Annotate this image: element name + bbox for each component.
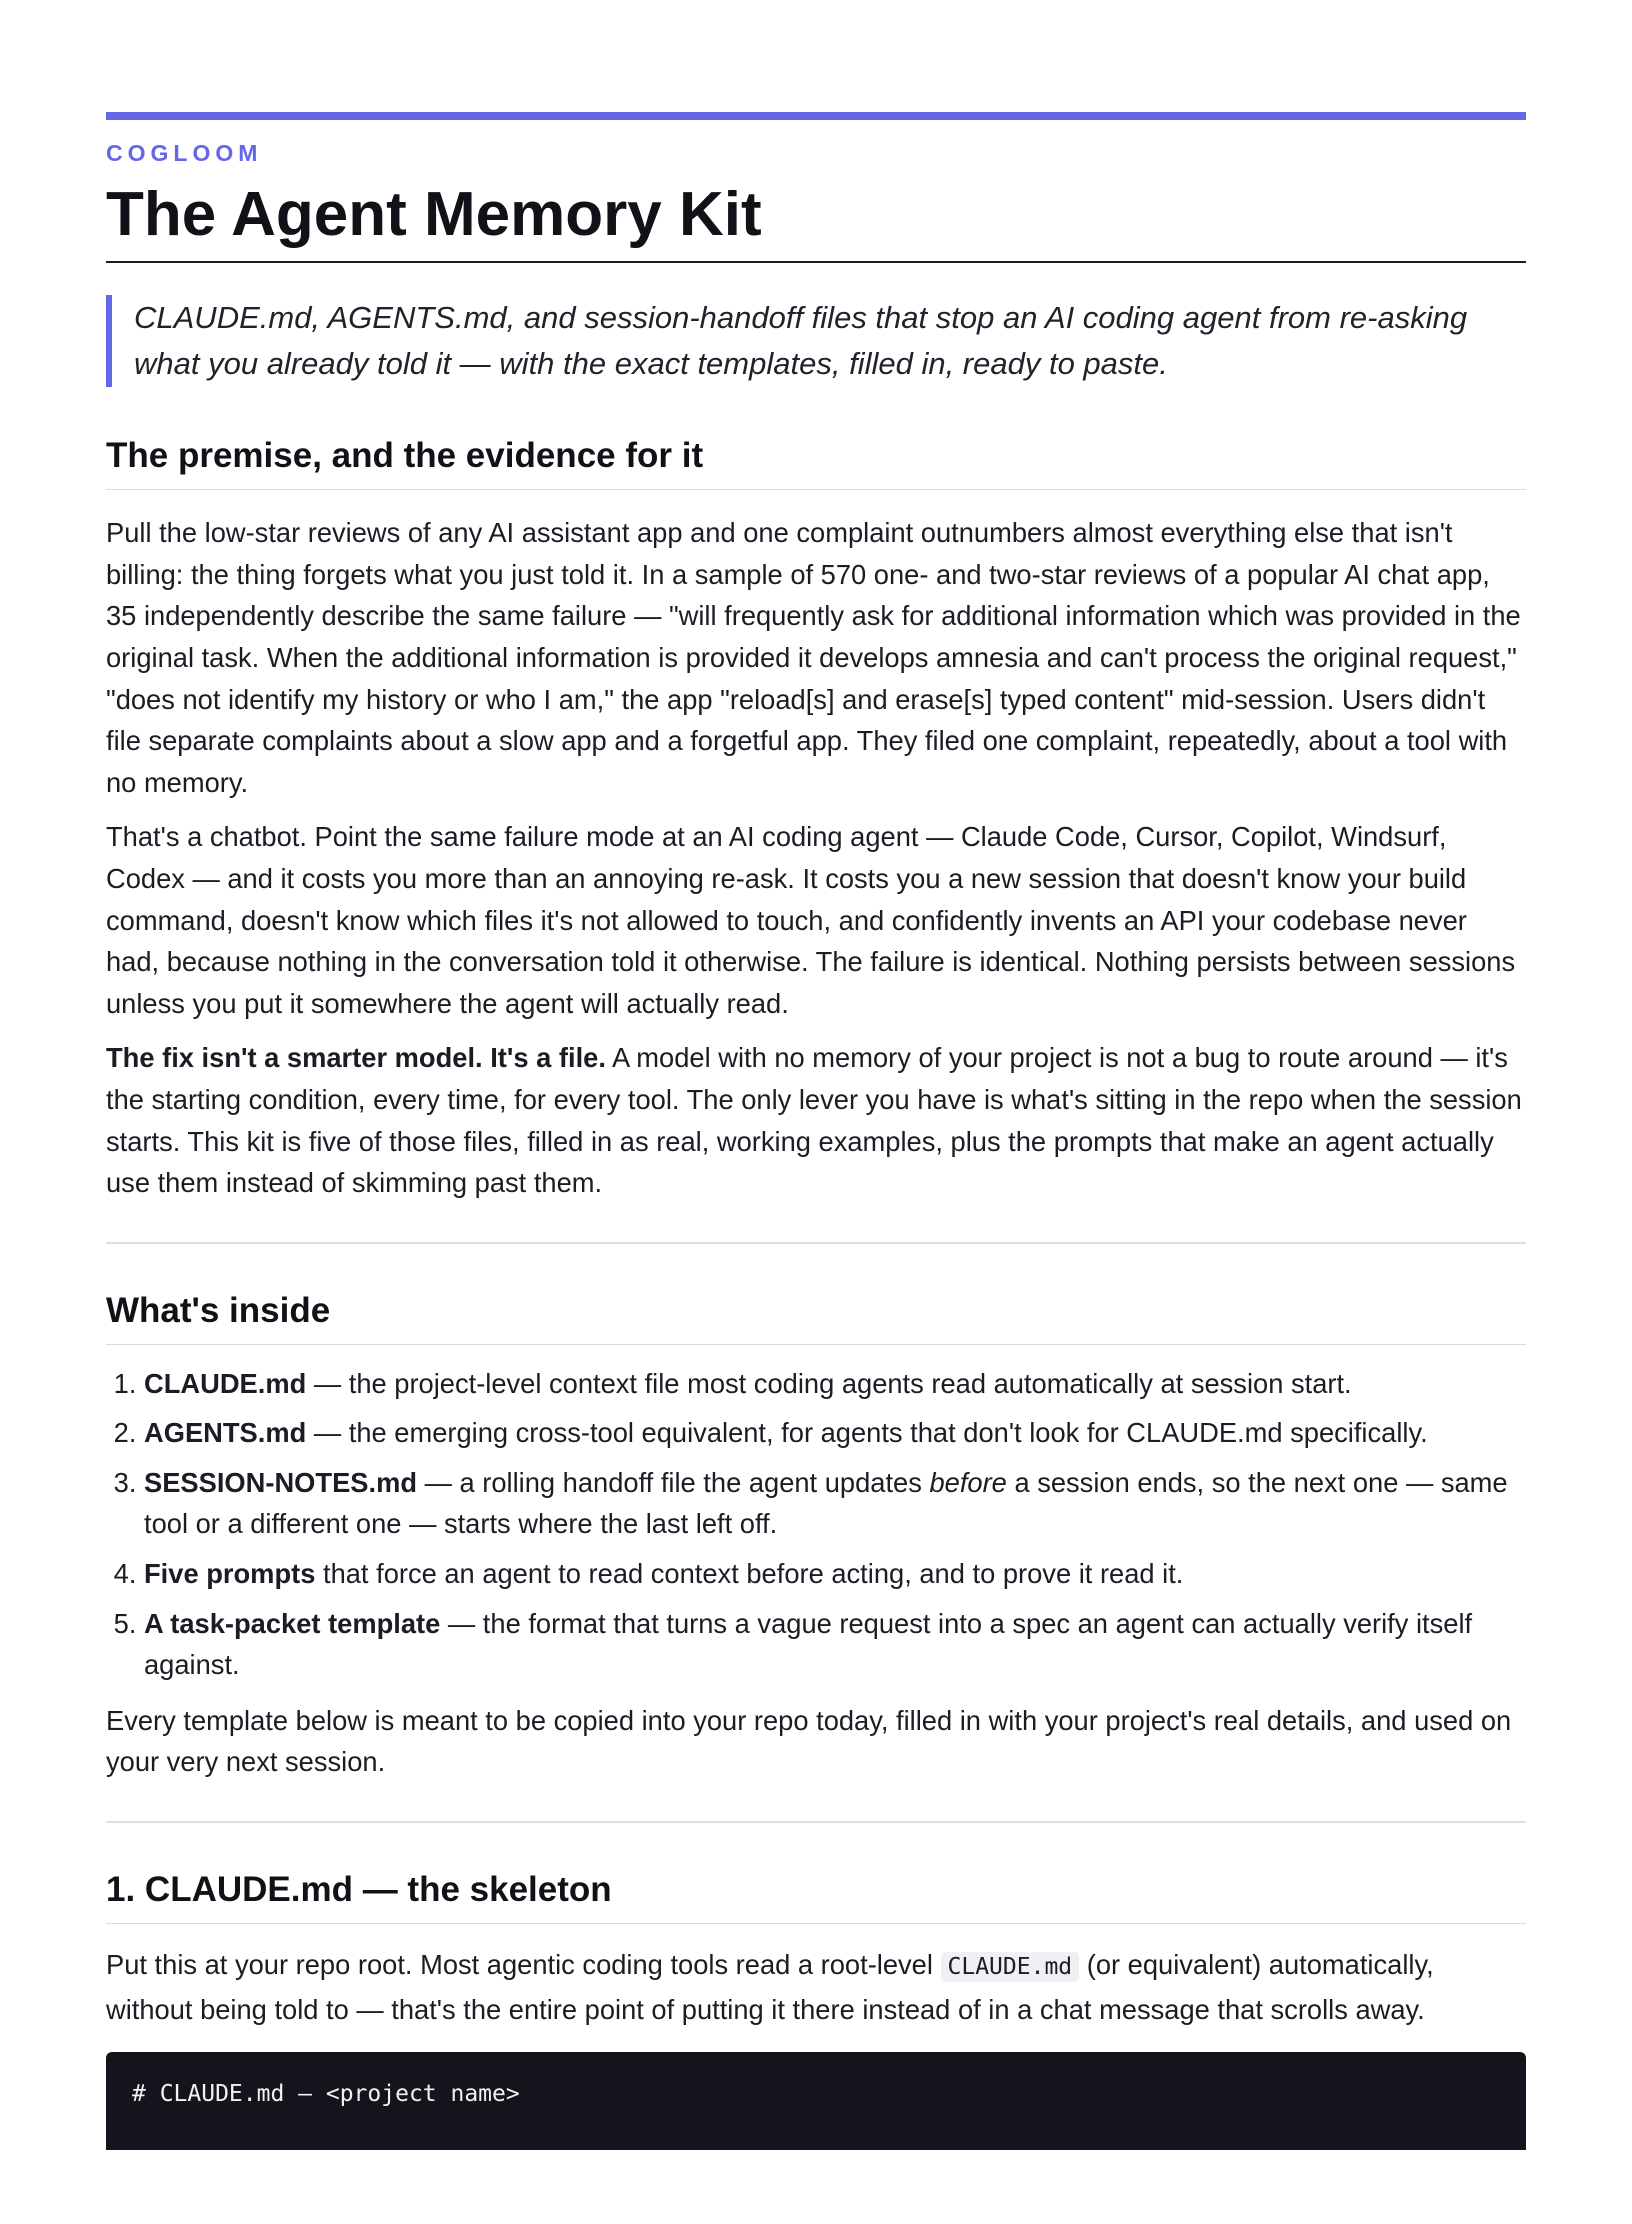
section-whats-inside — [106, 1290, 1526, 1783]
claude-intro-text: (or equivalent) automatically, without being told to — that's the entire point of putting it there instead of in a chat message that scrolls away. — [106, 1949, 1434, 2025]
list-item-title: Five prompts — [144, 1558, 316, 1590]
claude-heading: 1. CLAUDE.md — the skeleton — [106, 1869, 1526, 1924]
list-item-emphasis: before — [929, 1466, 1007, 1498]
inside-heading: What's inside — [106, 1290, 1526, 1345]
brand-label: COGLOOM — [106, 140, 263, 166]
list-item — [144, 1363, 1526, 1405]
claude-intro-paragraph — [106, 1944, 1526, 2030]
list-item — [144, 1412, 1526, 1454]
premise-paragraph-3 — [106, 1037, 1526, 1203]
premise-paragraph-3-text: A model with no memory of your project is not a bug to route around — it's the starting condition, every time, for every tool. The only lever you have is what's sitting in the repo when the session starts. This kit is five of those files, filled in as real, working examples, plus the prompts that make an agent actually use them instead of skimming past them. — [106, 1042, 1522, 1199]
list-item-title: CLAUDE.md — [144, 1367, 307, 1399]
inside-list — [106, 1363, 1526, 1686]
premise-bold-lead: The fix isn't a smarter model. It's a file. — [106, 1042, 606, 1074]
claude-intro-text: Put this at your repo root. Most agentic coding tools read a root-level — [106, 1949, 941, 1981]
list-item — [144, 1462, 1526, 1545]
list-item-text: — the project-level context file most coding agents read automatically at session start. — [306, 1367, 1352, 1399]
list-item-title: AGENTS.md — [144, 1417, 307, 1449]
section-premise — [106, 435, 1526, 1204]
document-page — [106, 112, 1526, 2150]
inside-after-paragraph: Every template below is meant to be copied into your repo today, filled in with your project's real details, and used on your very next session. — [106, 1704, 1512, 1778]
section-divider — [106, 1821, 1526, 1823]
page-title: The Agent Memory Kit — [106, 181, 1526, 263]
list-item-text: a session ends, so the next one — same tool or a different one — starts where the last left off. — [144, 1466, 1508, 1540]
section-claude-md — [106, 1869, 1526, 2150]
list-item — [144, 1603, 1526, 1686]
premise-paragraph-2: That's a chatbot. Point the same failure mode at an AI coding agent — Claude Code, Cursor, Copilot, Windsurf, Codex — and it costs you more than an annoying re-ask. It costs you a new session that doesn't know your build command, doesn't know which files it's not allowed to touch, and confidently invents an API your codebase never had, because nothing in the conversation told it otherwise. The failure is identical. Nothing persists between sessions unless you put it somewhere the agent will actually read. — [106, 821, 1516, 1019]
list-item-text: — the emerging cross-tool equivalent, for agents that don't look for CLAUDE.md specifically. — [306, 1417, 1428, 1449]
code-line: # CLAUDE.md — <project name> — [132, 2081, 520, 2108]
list-item-text: — the format that turns a vague request into a spec an agent can actually verify itself against. — [144, 1607, 1473, 1681]
code-block[interactable] — [106, 2052, 1526, 2150]
premise-paragraph-1: Pull the low-star reviews of any AI assistant app and one complaint outnumbers almost everything else that isn't billing: the thing forgets what you just told it. In a sample of 570 one- and two-star reviews of a popular AI chat app, 35 independently describe the same failure — "will frequently ask for additional information which was provided in the original task. When the additional information is provided it develops amnesia and can't process the original request," "does not identify my history or who I am," the app "reload[s] and erase[s] typed content" mid-session. Users didn't file separate complaints about a slow app and a forgetful app. They filed one complaint, repeatedly, about a tool with no memory. — [106, 517, 1521, 798]
top-accent-rule — [106, 112, 1526, 120]
list-item — [144, 1553, 1526, 1595]
inline-code-filename: CLAUDE.md — [941, 1952, 1080, 1982]
list-item-text: that force an agent to read context before acting, and to prove it read it. — [315, 1558, 1184, 1590]
lede-blockquote: CLAUDE.md, AGENTS.md, and session-handoff files that stop an AI coding agent from re-asking what you already told it — with the exact templates, filled in, ready to paste. — [106, 295, 1526, 387]
list-item-text: — a rolling handoff file the agent updates — [417, 1466, 930, 1498]
list-item-title: SESSION-NOTES.md — [144, 1466, 418, 1498]
premise-heading: The premise, and the evidence for it — [106, 435, 1526, 490]
section-divider — [106, 1242, 1526, 1244]
list-item-title: A task-packet template — [144, 1607, 441, 1639]
